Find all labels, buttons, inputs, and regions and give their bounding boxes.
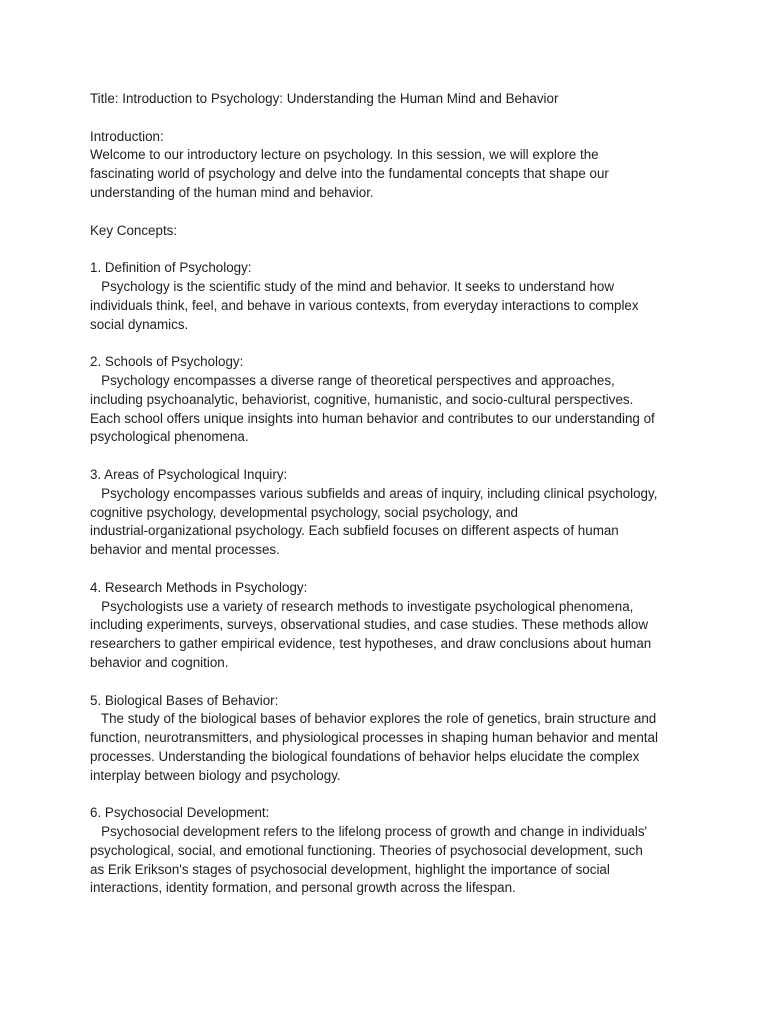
introduction-heading: Introduction:	[90, 128, 164, 144]
section-line: Psychology encompasses a diverse range of theoretical perspectives and approaches,	[90, 372, 615, 388]
section-heading: 6. Psychosocial Development:	[90, 805, 270, 821]
section-line: social dynamics.	[90, 316, 189, 332]
document-title: Title: Introduction to Psychology: Understanding the Human Mind and Behavior	[90, 91, 559, 106]
spacer	[90, 447, 690, 466]
spacer	[90, 785, 690, 804]
section-heading: 5. Biological Bases of Behavior:	[90, 692, 279, 708]
section-schools	[90, 353, 690, 447]
introduction-line: understanding of the human mind and behavior.	[90, 184, 374, 200]
section-line: researchers to gather empirical evidence, test hypotheses, and draw conclusions about human	[90, 636, 652, 652]
section-line: The study of the biological bases of behavior explores the role of genetics, brain structure and	[90, 711, 657, 727]
section-line: function, neurotransmitters, and physiological processes in shaping human behavior and mental	[90, 730, 658, 746]
section-line: Psychology encompasses various subfields and areas of inquiry, including clinical psychology,	[90, 485, 658, 501]
section-line: as Erik Erikson's stages of psychosocial development, highlight the importance of social	[90, 861, 610, 877]
section-definition	[90, 259, 690, 334]
section-line: cognitive psychology, developmental psychology, social psychology, and	[90, 504, 519, 520]
section-line: industrial-organizational psychology. Each subfield focuses on different aspects of human	[90, 523, 619, 539]
introduction-section	[90, 128, 690, 203]
section-line: Each school offers unique insights into human behavior and contributes to our understanding of	[90, 410, 655, 426]
section-line: behavior and cognition.	[90, 654, 229, 670]
spacer	[90, 334, 690, 353]
section-heading: 3. Areas of Psychological Inquiry:	[90, 466, 288, 482]
section-line: behavior and mental processes.	[90, 542, 280, 558]
section-line: interactions, identity formation, and personal growth across the lifespan.	[90, 880, 516, 896]
section-line: including experiments, surveys, observational studies, and case studies. These methods allow	[90, 617, 648, 633]
section-line: psychological, social, and emotional functioning. Theories of psychosocial development, such	[90, 842, 643, 858]
spacer	[90, 203, 690, 222]
section-heading: 2. Schools of Psychology:	[90, 354, 244, 370]
section-psychosocial-development	[90, 804, 690, 898]
spacer	[90, 673, 690, 692]
section-line: processes. Understanding the biological foundations of behavior helps elucidate the complex	[90, 748, 640, 764]
introduction-line: fascinating world of psychology and delve into the fundamental concepts that shape our	[90, 166, 609, 182]
section-research-methods	[90, 579, 690, 673]
document-page	[90, 90, 690, 898]
introduction-line: Welcome to our introductory lecture on psychology. In this session, we will explore the	[90, 147, 599, 163]
section-biological-bases	[90, 692, 690, 786]
section-line: Psychologists use a variety of research methods to investigate psychological phenomena,	[90, 598, 634, 614]
section-heading: 1. Definition of Psychology:	[90, 260, 252, 276]
spacer	[90, 560, 690, 579]
section-line: psychological phenomena.	[90, 429, 249, 445]
section-line: including psychoanalytic, behaviorist, cognitive, humanistic, and socio-cultural perspectives.	[90, 391, 634, 407]
section-areas	[90, 466, 690, 560]
spacer	[90, 109, 690, 128]
section-line: individuals think, feel, and behave in various contexts, from everyday interactions to complex	[90, 297, 639, 313]
section-heading: 4. Research Methods in Psychology:	[90, 579, 308, 595]
section-line: interplay between biology and psychology.	[90, 767, 341, 783]
key-concepts-heading: Key Concepts:	[90, 222, 178, 238]
spacer	[90, 240, 690, 259]
section-line: Psychology is the scientific study of the mind and behavior. It seeks to understand how	[90, 278, 615, 294]
section-line: Psychosocial development refers to the lifelong process of growth and change in individuals'	[90, 824, 648, 840]
